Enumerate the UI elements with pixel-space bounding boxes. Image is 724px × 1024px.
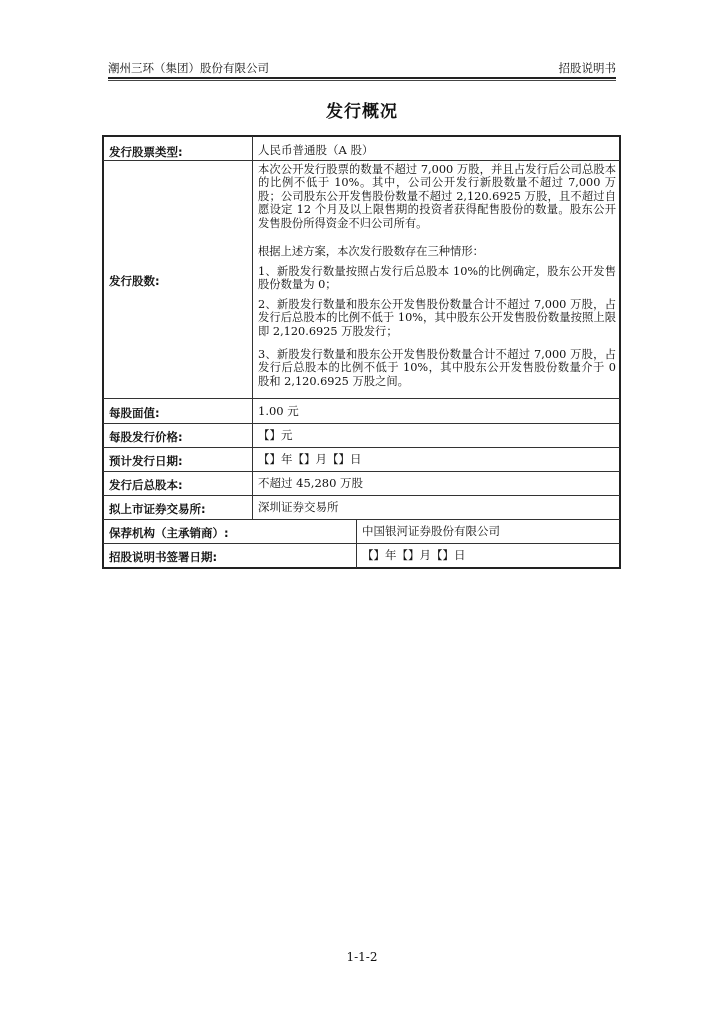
header-doc-type: 招股说明书 xyxy=(558,61,616,75)
row-divider xyxy=(103,519,620,520)
label-issue-price: 每股发行价格: xyxy=(109,430,183,444)
label-exchange: 拟上市证券交易所: xyxy=(109,502,206,516)
label-total-shares: 发行后总股本: xyxy=(109,478,183,492)
shares-issued-paragraph: 3、新股发行数量和股东公开发售股份数量合计不超过 7,000 万股，占发行后总股本的比例不低于 10%，其中股东公开发售股份数量介于 0 股和 2,120.6925 万股之间。 xyxy=(258,348,616,388)
label-stock-type: 发行股票类型: xyxy=(109,145,183,159)
row-divider xyxy=(103,423,620,424)
column-divider xyxy=(356,519,357,568)
shares-issued-paragraph: 本次公开发行股票的数量不超过 7,000 万股，并且占发行后公司总股本的比例不低于 10%。其中，公司公开发行新股数量不超过 7,000 万股；公司股东公开发售股份数量不超过 2,120.6925 万股，且不超过自愿设定 12 个月及以上限售期的投资者获得配售股份的数量。股东公开发售股份所得资金不归公司所有。 xyxy=(258,163,616,230)
row-divider xyxy=(103,495,620,496)
row-divider xyxy=(103,398,620,399)
value-sponsor: 中国银河证券股份有限公司 xyxy=(362,524,500,538)
row-divider xyxy=(103,447,620,448)
shares-issued-paragraph: 2、新股发行数量和股东公开发售股份数量合计不超过 7,000 万股，占发行后总股本的比例不低于 10%，其中股东公开发售股份数量按照上限即 2,120.6925 万股发行； xyxy=(258,298,616,338)
row-divider xyxy=(103,543,620,544)
value-stock-type: 人民币普通股（A 股） xyxy=(258,143,374,157)
value-total-shares: 不超过 45,280 万股 xyxy=(258,476,364,490)
label-sponsor: 保荐机构（主承销商）: xyxy=(109,526,229,540)
row-divider xyxy=(103,471,620,472)
shares-issued-paragraph: 根据上述方案，本次发行股数存在三种情形： xyxy=(258,245,484,258)
value-par-value: 1.00 元 xyxy=(258,404,299,418)
page-number: 1-1-2 xyxy=(346,950,378,964)
column-divider xyxy=(252,136,253,519)
value-issue-date: 【】年【】月【】日 xyxy=(258,452,362,466)
label-signing-date: 招股说明书签署日期: xyxy=(109,550,218,564)
label-issue-date: 预计发行日期: xyxy=(109,454,183,468)
value-signing-date: 【】年【】月【】日 xyxy=(362,548,466,562)
header-rule xyxy=(108,77,616,79)
shares-issued-paragraph: 1、新股发行数量按照占发行后总股本 10%的比例确定，股东公开发售股份数量为 0； xyxy=(258,265,616,292)
header-rule-thin xyxy=(108,80,616,81)
page-title: 发行概况 xyxy=(326,102,398,122)
value-issue-price: 【】元 xyxy=(258,428,293,442)
value-exchange: 深圳证券交易所 xyxy=(258,500,339,514)
label-shares-issued: 发行股数: xyxy=(109,274,160,288)
header-company: 潮州三环（集团）股份有限公司 xyxy=(108,61,269,75)
row-divider xyxy=(103,160,620,161)
label-par-value: 每股面值: xyxy=(109,406,160,420)
running-header xyxy=(108,58,616,76)
